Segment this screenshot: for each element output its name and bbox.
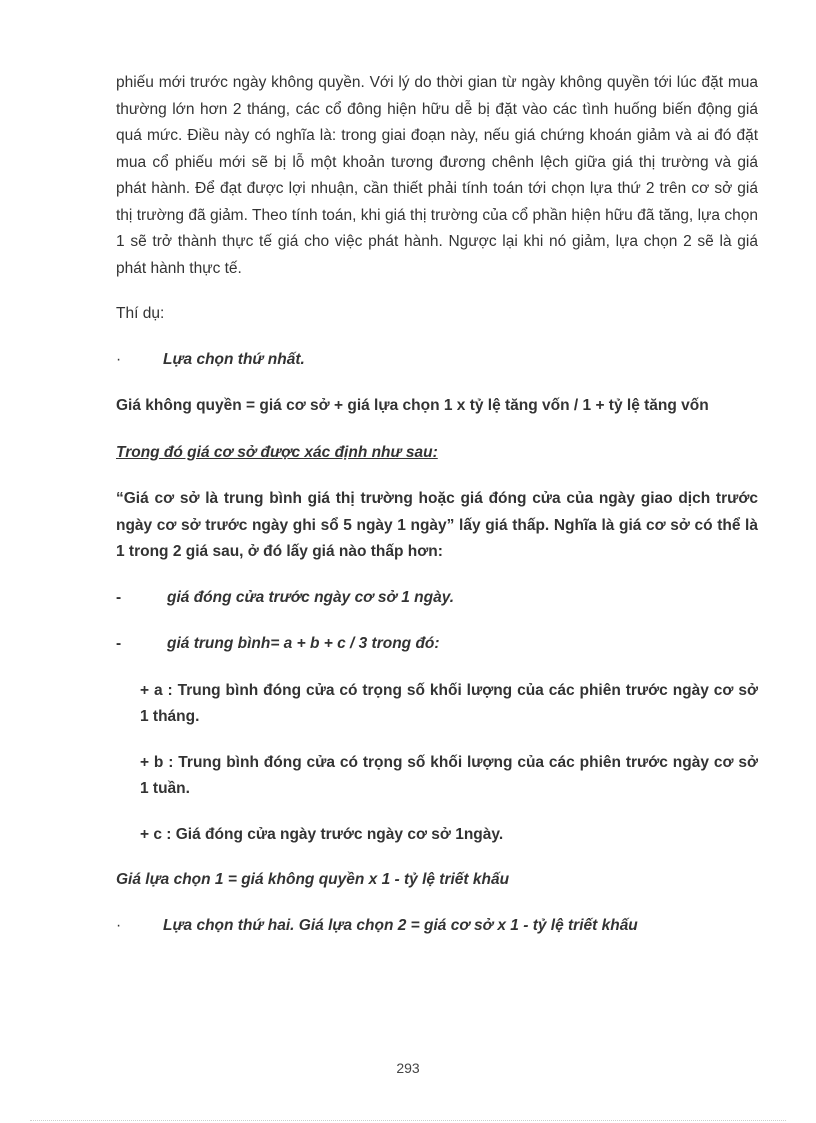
bullet-option-2 bbox=[116, 913, 758, 940]
bullet-mark: · bbox=[116, 350, 122, 368]
bullet-text: Lựa chọn thứ nhất. bbox=[163, 350, 305, 368]
section-heading: Trong đó giá cơ sở được xác định như sau: bbox=[116, 443, 438, 461]
paragraph-base-price: “Giá cơ sở là trung bình giá thị trường hoặc giá đóng cửa của ngày giao dịch trước ngày cơ sở trước ngày ghi sổ 5 ngày 1 ngày” lấy giá thấp. Nghĩa là giá cơ sở có thể là 1 trong 2 giá sau, ở đó lấy giá nào thấp hơn: bbox=[116, 490, 758, 560]
formula-option-1-price: Giá lựa chọn 1 = giá không quyền x 1 - tỷ lệ triết khấu bbox=[116, 871, 510, 888]
example-label: Thí dụ: bbox=[116, 305, 165, 322]
page-body bbox=[116, 70, 758, 959]
footer-divider bbox=[30, 1120, 786, 1121]
page-number: 293 bbox=[396, 1060, 420, 1076]
dash-mark: - bbox=[116, 635, 122, 652]
sub-item-c: + c : Giá đóng cửa ngày trước ngày cơ sở 1ngày. bbox=[140, 825, 504, 843]
dash-text: giá trung bình= a + b + c / 3 trong đó: bbox=[167, 635, 440, 652]
dash-text: giá đóng cửa trước ngày cơ sở 1 ngày. bbox=[167, 588, 455, 606]
sub-item-b: + b : Trung bình đóng cửa có trọng số khối lượng của các phiên trước ngày cơ sở 1 tuần. bbox=[140, 753, 758, 797]
bullet-mark: · bbox=[116, 916, 122, 934]
bullet-text: Lựa chọn thứ hai. Giá lựa chọn 2 = giá cơ sở x 1 - tỷ lệ triết khấu bbox=[163, 916, 638, 934]
dash-item-closing-price bbox=[116, 585, 758, 612]
sub-item-a: + a : Trung bình đóng cửa có trọng số khối lượng của các phiên trước ngày cơ sở 1 tháng. bbox=[140, 681, 758, 725]
formula-ex-rights-price: Giá không quyền = giá cơ sở + giá lựa chọn 1 x tỷ lệ tăng vốn / 1 + tỷ lệ tăng vốn bbox=[116, 397, 709, 414]
bullet-option-1 bbox=[116, 347, 758, 374]
dash-item-average-price bbox=[116, 631, 758, 658]
paragraph-intro: phiếu mới trước ngày không quyền. Với lý do thời gian từ ngày không quyền tới lúc đặt mua thường lớn hơn 2 tháng, các cổ đông hiện hữu dễ bị đặt vào các tình huống biến động giá quá mức. Điều này có nghĩa là: trong giai đoạn này, nếu giá chứng khoán giảm và ai đó đặt mua cổ phiếu mới sẽ bị lỗ một khoản tương đương chênh lệch giữa giá thị trường và giá phát hành. Để đạt được lợi nhuận, cần thiết phải tính toán tới chọn lựa thứ 2 trên cơ sở giá thị trường đã giảm. Theo tính toán, khi giá thị trường của cổ phần hiện hữu đã tăng, lựa chọn 1 sẽ trở thành thực tế giá cho việc phát hành. Ngược lại khi nó giảm, lựa chọn 2 sẽ là giá phát hành thực tế. bbox=[116, 74, 758, 277]
dash-mark: - bbox=[116, 588, 122, 606]
